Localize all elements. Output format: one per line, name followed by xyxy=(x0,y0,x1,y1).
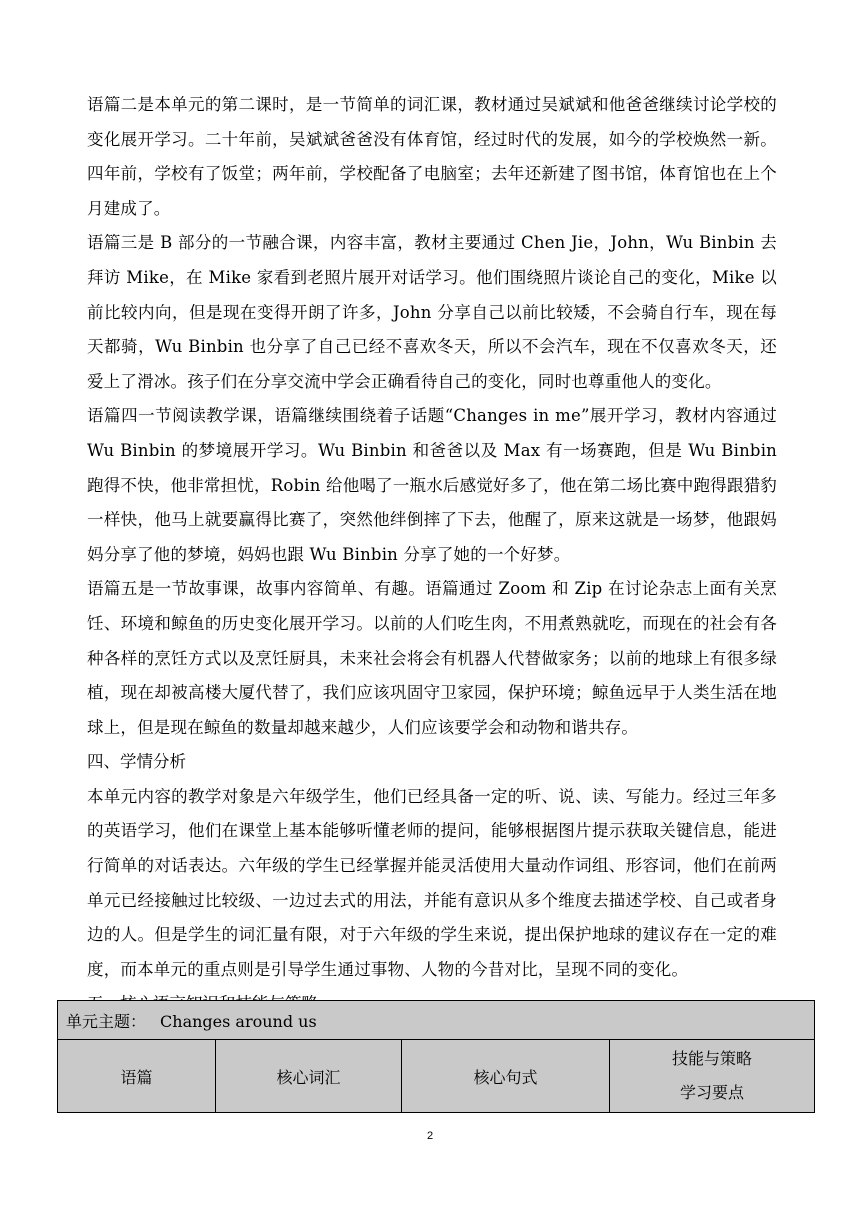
core-knowledge-table xyxy=(57,1000,815,1113)
header-sentences-label: 核心句式 xyxy=(473,1067,538,1087)
header-skills-line1: 技能与策略 xyxy=(671,1049,752,1068)
header-vocab-label: 核心词汇 xyxy=(276,1067,341,1087)
theme-value: Changes around us xyxy=(160,1011,317,1031)
header-skills-line2: 学习要点 xyxy=(679,1083,744,1102)
section-heading-learner-analysis: 四、学情分析 xyxy=(87,752,186,772)
paragraph-text-four: 语篇四一节阅读教学课，语篇继续围绕着子话题“Changes in me”展开学习，教材内容通过 Wu Binbin 的梦境展开学习。Wu Binbin 和爸爸以及 Max 有一场赛跑，但是 Wu Binbin 跑得不快，他非常担忧，Robin 给他喝了一瓶水后感觉好多了，他在第二场比赛中跑得跟猎豹一样快，他马上就要赢得比赛了，突然他绊倒摔了下去，他醒了，原来这就是一场梦，他跟妈妈分享了他的梦境，妈妈也跟 Wu Binbin 分享了她的一个好梦。 xyxy=(87,406,777,564)
paragraph-text-three: 语篇三是 B 部分的一节融合课，内容丰富，教材主要通过 Chen Jie，John，Wu Binbin 去拜访 Mike，在 Mike 家看到老照片展开对话学习。他们围绕照片谈论自己的变化，Mike 以前比较内向，但是现在变得开朗了许多，John 分享自己以前比较矮，不会骑自行车，现在每天都骑，Wu Binbin 也分享了自己已经不喜欢冬天，所以不会汽车，现在不仅喜欢冬天，还爱上了滑冰。孩子们在分享交流中学会正确看待自己的变化，同时也尊重他人的变化。 xyxy=(87,233,777,391)
paragraph-learner-analysis: 本单元内容的教学对象是六年级学生，他们已经具备一定的听、说、读、写能力。经过三年多的英语学习，他们在课堂上基本能够听懂老师的提问，能够根据图片提示获取关键信息，能进行简单的对话表达。六年级的学生已经掌握并能灵活使用大量动作词组、形容词，他们在前两单元已经接触过比较级、一边过去式的用法，并能有意识从多个维度去描述学校、自己或者身边的人。但是学生的词汇量有限，对于六年级的学生来说，提出保护地球的建议存在一定的难度，而本单元的重点则是引导学生通过事物、人物的今昔对比，呈现不同的变化。 xyxy=(87,786,777,979)
paragraph-text-two: 语篇二是本单元的第二课时，是一节简单的词汇课，教材通过吴斌斌和他爸爸继续讨论学校的变化展开学习。二十年前，吴斌斌爸爸没有体育馆，经过时代的发展，如今的学校焕然一新。四年前，学校有了饭堂；两年前，学校配备了电脑室；去年还新建了图书馆，体育馆也在上个月建成了。 xyxy=(87,95,777,218)
table-theme-cell xyxy=(58,1001,815,1040)
table-header-row xyxy=(58,1040,815,1113)
header-vocab xyxy=(216,1040,402,1113)
body-text xyxy=(87,88,777,1022)
header-text-label: 语篇 xyxy=(120,1067,153,1087)
table-theme-row xyxy=(58,1001,815,1040)
header-skills xyxy=(610,1040,815,1113)
theme-label: 单元主题： xyxy=(66,1011,147,1031)
header-sentences xyxy=(402,1040,610,1113)
paragraph-text-five: 语篇五是一节故事课，故事内容简单、有趣。语篇通过 Zoom 和 Zip 在讨论杂志上面有关烹饪、环境和鲸鱼的历史变化展开学习。以前的人们吃生肉，不用煮熟就吃，而现在的社会有各种各样的烹饪方式以及烹饪厨具，未来社会将会有机器人代替做家务；以前的地球上有很多绿植，现在却被高楼大厦代替了，我们应该巩固守卫家园，保护环境；鲸鱼远早于人类生活在地球上，但是现在鲸鱼的数量却越来越少，人们应该要学会和动物和谐共存。 xyxy=(87,579,777,737)
page-number: 2 xyxy=(426,1130,434,1142)
header-text xyxy=(58,1040,216,1113)
